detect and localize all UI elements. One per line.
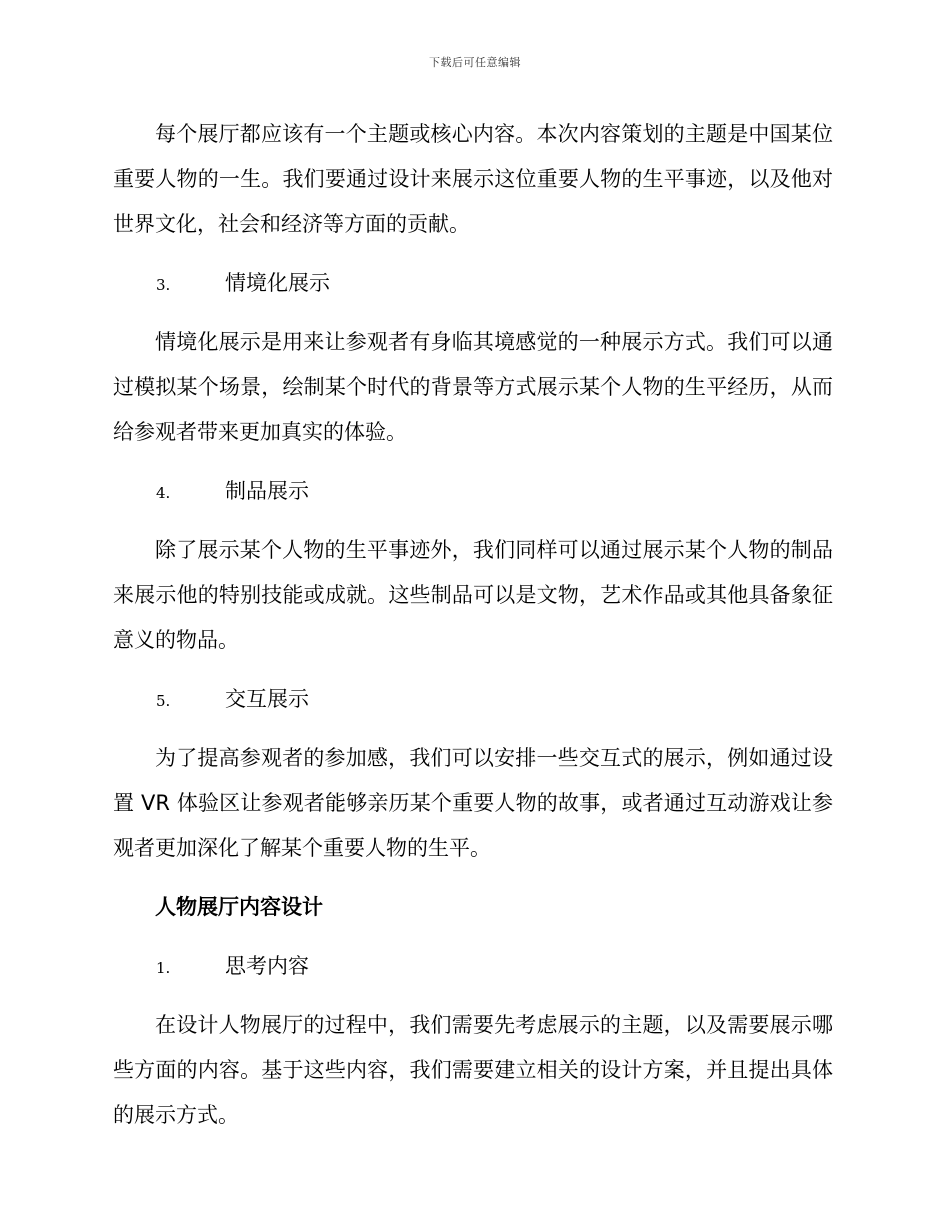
item-title: 制品展示 xyxy=(225,479,309,503)
item-title: 思考内容 xyxy=(225,954,309,978)
numbered-item-4 xyxy=(113,469,833,514)
document-body xyxy=(113,112,833,1152)
paragraph-thinking: 在设计人物展厅的过程中，我们需要先考虑展示的主题，以及需要展示哪些方面的内容。基于这些内容，我们需要建立相关的设计方案，并且提出具体的展示方式。 xyxy=(113,1013,833,1127)
page-header: 下载后可任意编辑 xyxy=(429,56,521,69)
item-number: 4. xyxy=(156,484,171,502)
item-number: 1. xyxy=(156,959,171,977)
paragraph-theme: 每个展厅都应该有一个主题或核心内容。本次内容策划的主题是中国某位重要人物的一生。我们要通过设计来展示这位重要人物的生平事迹，以及他对世界文化，社会和经济等方面的贡献。 xyxy=(113,122,833,236)
numbered-item-3 xyxy=(113,261,833,306)
item-number: 5. xyxy=(156,692,171,710)
section-heading: 人物展厅内容设计 xyxy=(155,895,323,919)
item-number: 3. xyxy=(156,276,171,294)
item-title: 交互展示 xyxy=(225,687,309,711)
numbered-item-5 xyxy=(113,677,833,722)
paragraph-situational: 情境化展示是用来让参观者有身临其境感觉的一种展示方式。我们可以通过模拟某个场景，绘制某个时代的背景等方式展示某个人物的生平经历，从而给参观者带来更加真实的体验。 xyxy=(113,330,833,444)
paragraph-artifacts: 除了展示某个人物的生平事迹外，我们同样可以通过展示某个人物的制品来展示他的特别技能或成就。这些制品可以是文物，艺术作品或其他具备象征意义的物品。 xyxy=(113,538,833,652)
item-title: 情境化展示 xyxy=(225,271,330,295)
numbered-item-1 xyxy=(113,944,833,989)
paragraph-interactive: 为了提高参观者的参加感，我们可以安排一些交互式的展示，例如通过设置 VR 体验区让参观者能够亲历某个重要人物的故事，或者通过互动游戏让参观者更加深化了解某个重要人物的生平。 xyxy=(113,746,833,860)
